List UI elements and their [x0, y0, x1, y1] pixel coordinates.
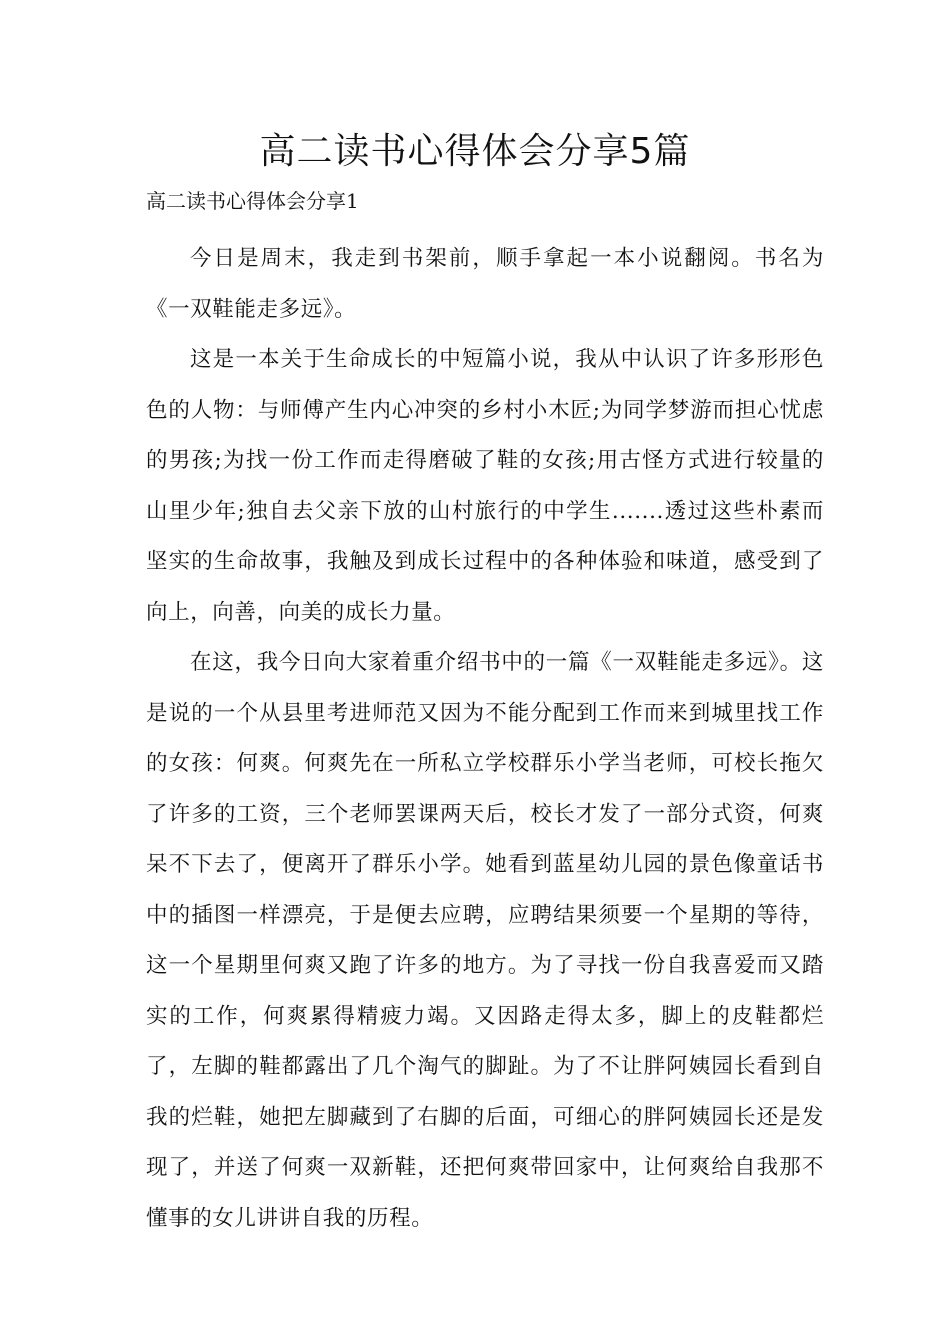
- paragraph: 这是一本关于生命成长的中短篇小说，我从中认识了许多形形色色的人物：与师傅产生内心冲突的乡村小木匠;为同学梦游而担心忧虑的男孩;为找一份工作而走得磨破了鞋的女孩;用古怪方式进行较量的山里少年;独自去父亲下放的山村旅行的中学生.......透过这些朴素而坚实的生命故事，我触及到成长过程中的各种体验和味道，感受到了向上，向善，向美的成长力量。: [146, 347, 824, 625]
- paragraph: 在这，我今日向大家着重介绍书中的一篇《一双鞋能走多远》。这是说的一个从县里考进师范又因为不能分配到工作而来到城里找工作的女孩：何爽。何爽先在一所私立学校群乐小学当老师，可校长拖欠了许多的工资，三个老师罢课两天后，校长才发了一部分式资，何爽呆不下去了，便离开了群乐小学。她看到蓝星幼儿园的景色像童话书中的插图一样漂亮，于是便去应聘，应聘结果须要一个星期的等待，这一个星期里何爽又跑了许多的地方。为了寻找一份自我喜爱而又踏实的工作，何爽累得精疲力竭。又因路走得太多，脚上的皮鞋都烂了，左脚的鞋都露出了几个淘气的脚趾。为了不让胖阿姨园长看到自我的烂鞋，她把左脚藏到了右脚的后面，可细心的胖阿姨园长还是发现了，并送了何爽一双新鞋，还把何爽带回家中，让何爽给自我那不懂事的女儿讲讲自我的历程。: [146, 650, 824, 1231]
- paragraph: 今日是周末，我走到书架前，顺手拿起一本小说翻阅。书名为《一双鞋能走多远》。: [146, 246, 824, 322]
- document-body: [146, 234, 824, 1244]
- document-title: 高二读书心得体会分享5篇: [259, 131, 691, 172]
- section-heading: 高二读书心得体会分享1: [146, 189, 359, 213]
